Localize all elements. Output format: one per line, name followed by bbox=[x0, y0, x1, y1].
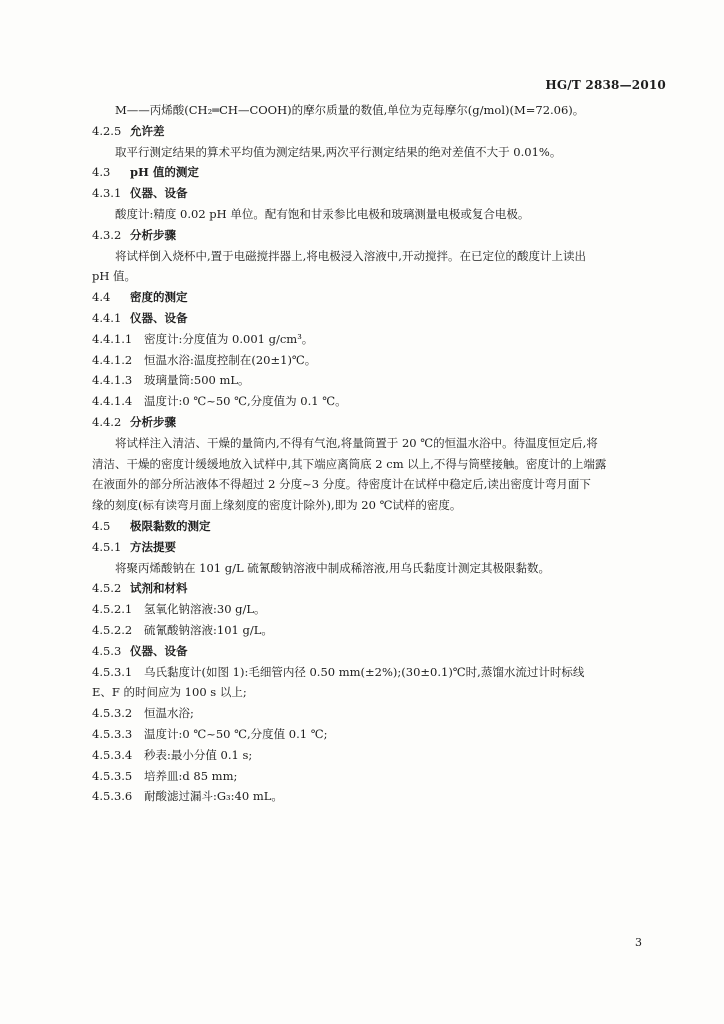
standard-code: HG/T 2838—2010 bbox=[545, 78, 666, 92]
clause-title: 分析步骤 bbox=[130, 414, 176, 429]
clause-text: 恒温水浴; bbox=[144, 706, 194, 721]
clause-text: 氢氧化钠溶液:30 g/L。 bbox=[144, 602, 266, 617]
clause-number: 4.3.2 bbox=[92, 227, 122, 242]
paragraph-line: 在液面外的部分所沾液体不得超过 2 分度~3 分度。待密度计在试样中稳定后,读出密度计弯月面下 bbox=[92, 477, 591, 492]
paragraph-line: E、F 的时间应为 100 s 以上; bbox=[92, 685, 247, 700]
clause-title: 仪器、设备 bbox=[130, 643, 188, 658]
clause-title: 方法提要 bbox=[130, 539, 176, 554]
clause-heading bbox=[92, 162, 667, 183]
clause-text: 硫氰酸钠溶液:101 g/L。 bbox=[144, 622, 273, 637]
clause-text: 密度计:分度值为 0.001 g/cm³。 bbox=[144, 331, 314, 346]
clause-number: 4.5.3.3 bbox=[92, 726, 133, 741]
clause-title: pH 值的测定 bbox=[130, 165, 199, 180]
clause-number: 4.4.1 bbox=[92, 310, 122, 325]
clause-heading bbox=[92, 225, 667, 246]
clause-number: 4.5.3.6 bbox=[92, 789, 133, 804]
subclause-line bbox=[92, 662, 667, 683]
paragraph-line: 酸度计:精度 0.02 pH 单位。配有饱和甘汞参比电极和玻璃测量电极或复合电极。 bbox=[115, 206, 530, 221]
paragraph-line: 缘的刻度(标有读弯月面上缘刻度的密度计除外),即为 20 ℃试样的密度。 bbox=[92, 498, 462, 513]
clause-title: 密度的测定 bbox=[130, 290, 188, 305]
clause-number: 4.3 bbox=[92, 165, 111, 180]
subclause-line bbox=[92, 703, 667, 724]
clause-heading bbox=[92, 287, 667, 308]
subclause-line bbox=[92, 329, 667, 350]
clause-title: 仪器、设备 bbox=[130, 186, 188, 201]
clause-title: 分析步骤 bbox=[130, 227, 176, 242]
clause-number: 4.5.1 bbox=[92, 539, 122, 554]
subclause-line bbox=[92, 766, 667, 787]
clause-text: 乌氏黏度计(如图 1):毛细管内径 0.50 mm(±2%);(30±0.1)℃时,蒸馏水流过计时标线 bbox=[144, 664, 585, 679]
clause-number: 4.5.3.4 bbox=[92, 747, 133, 762]
clause-heading bbox=[92, 537, 667, 558]
clause-number: 4.4.1.3 bbox=[92, 373, 133, 388]
paragraph-line: 将试样注入清洁、干燥的量筒内,不得有气泡,将量筒置于 20 ℃的恒温水浴中。待温度恒定后,将 bbox=[115, 435, 598, 450]
clause-heading bbox=[92, 412, 667, 433]
clause-text: 玻璃量筒:500 mL。 bbox=[144, 373, 250, 388]
paragraph-line: M——丙烯酸(CH₂═CH—COOH)的摩尔质量的数值,单位为克每摩尔(g/mol)(M=72.06)。 bbox=[115, 103, 585, 117]
clause-number: 4.5 bbox=[92, 518, 111, 533]
clause-text: 恒温水浴:温度控制在(20±1)℃。 bbox=[144, 352, 317, 367]
clause-heading bbox=[92, 641, 667, 662]
subclause-line bbox=[92, 745, 667, 766]
clause-title: 仪器、设备 bbox=[130, 310, 188, 325]
clause-title: 试剂和材料 bbox=[130, 581, 188, 596]
clause-number: 4.5.2 bbox=[92, 581, 122, 596]
subclause-line bbox=[92, 599, 667, 620]
clause-text: 耐酸滤过漏斗:G₃:40 mL。 bbox=[144, 789, 283, 804]
clause-text: 秒表:最小分值 0.1 s; bbox=[144, 747, 253, 762]
clause-number: 4.5.2.2 bbox=[92, 622, 133, 637]
clause-number: 4.4.1.4 bbox=[92, 394, 133, 409]
clause-heading bbox=[92, 308, 667, 329]
subclause-line bbox=[92, 620, 667, 641]
clause-title: 允许差 bbox=[130, 123, 165, 138]
paragraph-line: 将聚丙烯酸钠在 101 g/L 硫氰酸钠溶液中制成稀溶液,用乌氏黏度计测定其极限黏数。 bbox=[115, 560, 550, 575]
clause-heading bbox=[92, 183, 667, 204]
clause-title: 极限黏数的测定 bbox=[130, 518, 211, 533]
clause-number: 4.5.3.1 bbox=[92, 664, 133, 679]
subclause-line bbox=[92, 391, 667, 412]
clause-number: 4.4.1.1 bbox=[92, 331, 133, 346]
clause-heading bbox=[92, 516, 667, 537]
clause-number: 4.5.3.2 bbox=[92, 706, 133, 721]
subclause-line bbox=[92, 786, 667, 807]
page-number: 3 bbox=[635, 936, 642, 949]
paragraph-line: 取平行测定结果的算术平均值为测定结果,两次平行测定结果的绝对差值不大于 0.01%。 bbox=[115, 144, 562, 159]
clause-text: 温度计:0 ℃~50 ℃,分度值为 0.1 ℃。 bbox=[144, 394, 347, 409]
subclause-line bbox=[92, 370, 667, 391]
clause-number: 4.5.3.5 bbox=[92, 768, 133, 783]
paragraph-line: pH 值。 bbox=[92, 269, 137, 284]
clause-number: 4.4.1.2 bbox=[92, 352, 133, 367]
paragraph-line: 清洁、干燥的密度计缓缓地放入试样中,其下端应离筒底 2 cm 以上,不得与筒壁接触。密度计的上端露 bbox=[92, 456, 607, 471]
clause-number: 4.5.2.1 bbox=[92, 602, 133, 617]
clause-text: 培养皿:d 85 mm; bbox=[144, 768, 238, 783]
clause-number: 4.4.2 bbox=[92, 414, 122, 429]
clause-number: 4.4 bbox=[92, 290, 111, 305]
clause-number: 4.5.3 bbox=[92, 643, 122, 658]
page-body bbox=[92, 100, 667, 807]
subclause-line bbox=[92, 724, 667, 745]
clause-number: 4.3.1 bbox=[92, 186, 122, 201]
clause-heading bbox=[92, 578, 667, 599]
clause-text: 温度计:0 ℃~50 ℃,分度值 0.1 ℃; bbox=[144, 726, 328, 741]
clause-number: 4.2.5 bbox=[92, 123, 122, 138]
paragraph-line: 将试样倒入烧杯中,置于电磁搅拌器上,将电极浸入溶液中,开动搅拌。在已定位的酸度计上读出 bbox=[115, 248, 586, 263]
clause-heading bbox=[92, 121, 667, 142]
subclause-line bbox=[92, 350, 667, 371]
